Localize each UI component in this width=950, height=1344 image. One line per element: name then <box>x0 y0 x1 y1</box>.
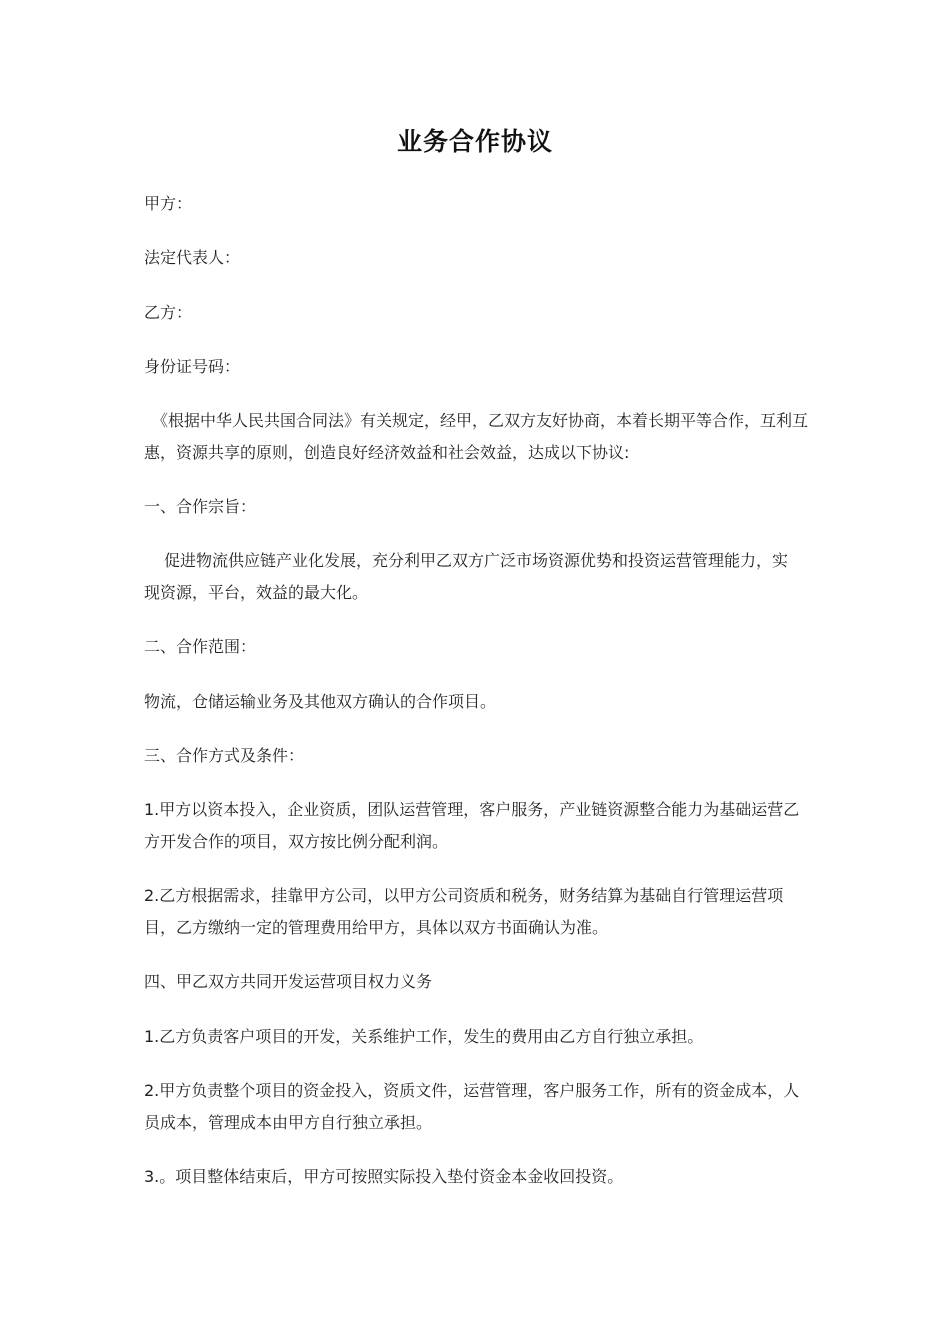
id-number-label: 身份证号码： <box>144 357 241 376</box>
section-4-item-2-line-2: 员成本，管理成本由甲方自行独立承担。 <box>144 1113 433 1132</box>
section-3-item-2-line-2: 目，乙方缴纳一定的管理费用给甲方，具体以双方书面确认为准。 <box>144 918 609 937</box>
section-1-body-line-2: 现资源，平台，效益的最大化。 <box>144 583 369 602</box>
preamble-line-1: 《根据中华人民共国合同法》有关规定，经甲，乙双方友好协商，本着长期平等合作，互利互 <box>152 411 809 430</box>
section-1-body-line-1: 促进物流供应链产业化发展，充分利甲乙双方广泛市场资源优势和投资运营管理能力，实 <box>164 551 789 570</box>
section-4-item-2-line-1: 2.甲方负责整个项目的资金投入，资质文件，运营管理，客户服务工作，所有的资金成本，人 <box>144 1081 800 1100</box>
legal-rep-label: 法定代表人： <box>144 248 241 267</box>
preamble-line-2: 惠，资源共享的原则，创造良好经济效益和社会效益，达成以下协议: <box>144 443 630 462</box>
section-4-heading: 四、甲乙双方共同开发运营项目权力义务 <box>144 972 433 991</box>
section-2-body: 物流，仓储运输业务及其他双方确认的合作项目。 <box>144 692 497 711</box>
section-3-item-2-line-1: 2.乙方根据需求，挂靠甲方公司，以甲方公司资质和税务，财务结算为基础自行管理运营项 <box>144 886 784 905</box>
section-4-item-3: 3.。项目整体结束后，甲方可按照实际投入垫付资金本金收回投资。 <box>144 1167 624 1186</box>
section-2-heading: 二、合作范围： <box>144 637 257 656</box>
party-b-label: 乙方： <box>144 303 193 322</box>
party-a-label: 甲方： <box>144 194 193 213</box>
section-3-heading: 三、合作方式及条件： <box>144 746 305 765</box>
section-3-item-1-line-1: 1.甲方以资本投入，企业资质，团队运营管理，客户服务，产业链资源整合能力为基础运营乙 <box>144 800 800 819</box>
document-title: 业务合作协议 <box>396 127 553 156</box>
section-3-item-1-line-2: 方开发合作的项目，双方按比例分配利润。 <box>144 832 449 851</box>
section-1-heading: 一、合作宗旨： <box>144 497 257 516</box>
section-4-item-1: 1.乙方负责客户项目的开发，关系维护工作，发生的费用由乙方自行独立承担。 <box>144 1027 704 1046</box>
